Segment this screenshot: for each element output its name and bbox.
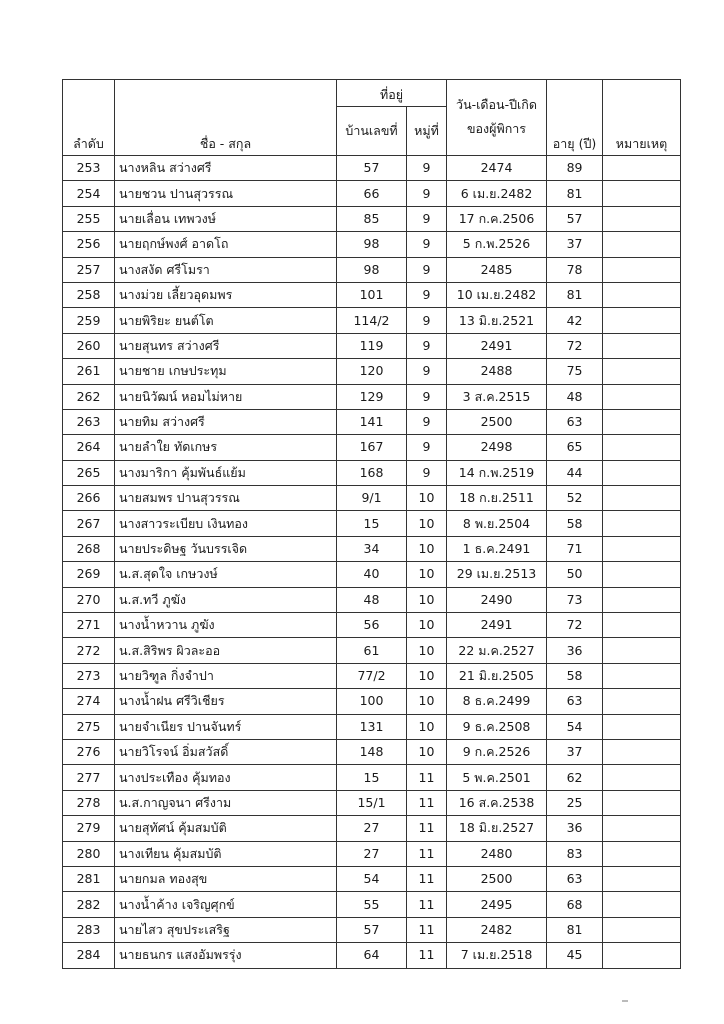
cell-house-no: 98 — [337, 232, 407, 257]
cell-no: 269 — [63, 562, 115, 587]
cell-name: นายนิวัฒน์ หอมไม่หาย — [115, 384, 337, 409]
cell-note — [603, 638, 681, 663]
cell-dob: 6 เม.ย.2482 — [447, 181, 547, 206]
cell-dob: 8 ธ.ค.2499 — [447, 689, 547, 714]
cell-name: นายเลื่อน เทพวงษ์ — [115, 206, 337, 231]
cell-note — [603, 282, 681, 307]
cell-name: นายพิริยะ ยนต์โต — [115, 308, 337, 333]
cell-no: 270 — [63, 587, 115, 612]
cell-no: 260 — [63, 333, 115, 358]
table-row — [63, 739, 681, 764]
cell-moo: 10 — [407, 739, 447, 764]
cell-name: นางเทียน คุ้มสมบัติ — [115, 841, 337, 866]
cell-note — [603, 536, 681, 561]
cell-name: นายวิฑูล กิ่งจำปา — [115, 663, 337, 688]
cell-house-no: 40 — [337, 562, 407, 587]
cell-moo: 10 — [407, 663, 447, 688]
header-house-no: บ้านเลขที่ — [337, 107, 407, 156]
table-row — [63, 232, 681, 257]
cell-age: 45 — [547, 943, 603, 968]
cell-moo: 9 — [407, 460, 447, 485]
cell-dob: 18 ก.ย.2511 — [447, 486, 547, 511]
cell-dob: 2498 — [447, 435, 547, 460]
cell-house-no: 148 — [337, 739, 407, 764]
table-row — [63, 409, 681, 434]
cell-age: 78 — [547, 257, 603, 282]
cell-no: 272 — [63, 638, 115, 663]
cell-age: 25 — [547, 790, 603, 815]
cell-age: 37 — [547, 232, 603, 257]
cell-moo: 10 — [407, 486, 447, 511]
table-row — [63, 156, 681, 181]
cell-age: 72 — [547, 333, 603, 358]
cell-name: นายไสว สุขประเสริฐ — [115, 917, 337, 942]
cell-moo: 10 — [407, 511, 447, 536]
table-row — [63, 892, 681, 917]
table-row — [63, 333, 681, 358]
cell-moo: 10 — [407, 714, 447, 739]
cell-no: 281 — [63, 866, 115, 891]
cell-no: 275 — [63, 714, 115, 739]
cell-name: น.ส.ทวี ภูฆัง — [115, 587, 337, 612]
cell-dob: 7 เม.ย.2518 — [447, 943, 547, 968]
cell-dob: 2500 — [447, 866, 547, 891]
table-row — [63, 282, 681, 307]
cell-no: 283 — [63, 917, 115, 942]
cell-no: 254 — [63, 181, 115, 206]
cell-name: นายสมพร ปานสุวรรณ — [115, 486, 337, 511]
header-dob — [447, 80, 547, 156]
cell-moo: 11 — [407, 841, 447, 866]
cell-no: 279 — [63, 816, 115, 841]
cell-name: นายจำเนียร ปานจันทร์ — [115, 714, 337, 739]
table-row — [63, 359, 681, 384]
cell-dob: 3 ส.ค.2515 — [447, 384, 547, 409]
cell-no: 278 — [63, 790, 115, 815]
table-row — [63, 511, 681, 536]
cell-dob: 2474 — [447, 156, 547, 181]
table-row — [63, 308, 681, 333]
cell-dob: 2491 — [447, 613, 547, 638]
cell-note — [603, 359, 681, 384]
cell-dob: 2485 — [447, 257, 547, 282]
cell-moo: 9 — [407, 435, 447, 460]
cell-no: 262 — [63, 384, 115, 409]
cell-no: 253 — [63, 156, 115, 181]
header-age: อายุ (ปี) — [547, 80, 603, 156]
cell-note — [603, 308, 681, 333]
cell-note — [603, 739, 681, 764]
header-dob-line2: ของผู้พิการ — [467, 120, 527, 136]
cell-age: 58 — [547, 663, 603, 688]
cell-no: 274 — [63, 689, 115, 714]
table-row — [63, 841, 681, 866]
cell-house-no: 129 — [337, 384, 407, 409]
cell-name: น.ส.สิริพร ผิวละออ — [115, 638, 337, 663]
cell-dob: 21 มิ.ย.2505 — [447, 663, 547, 688]
cell-note — [603, 409, 681, 434]
cell-no: 268 — [63, 536, 115, 561]
cell-note — [603, 206, 681, 231]
cell-house-no: 57 — [337, 156, 407, 181]
cell-name: นายสุนทร สว่างศรี — [115, 333, 337, 358]
cell-moo: 9 — [407, 409, 447, 434]
cell-dob: 9 ก.ค.2526 — [447, 739, 547, 764]
table-row — [63, 486, 681, 511]
cell-no: 264 — [63, 435, 115, 460]
cell-name: นางน้ำค้าง เจริญศุกข์ — [115, 892, 337, 917]
cell-moo: 9 — [407, 308, 447, 333]
cell-age: 54 — [547, 714, 603, 739]
cell-note — [603, 257, 681, 282]
cell-moo: 9 — [407, 359, 447, 384]
cell-name: นางมาริกา คุ้มพันธ์แย้ม — [115, 460, 337, 485]
cell-name: นางสงัด ศรีโมรา — [115, 257, 337, 282]
cell-moo: 9 — [407, 384, 447, 409]
cell-no: 266 — [63, 486, 115, 511]
cell-dob: 1 ธ.ค.2491 — [447, 536, 547, 561]
cell-house-no: 168 — [337, 460, 407, 485]
cell-dob: 13 มิ.ย.2521 — [447, 308, 547, 333]
cell-moo: 10 — [407, 562, 447, 587]
cell-note — [603, 790, 681, 815]
cell-name: น.ส.สุดใจ เกษวงษ์ — [115, 562, 337, 587]
cell-house-no: 56 — [337, 613, 407, 638]
cell-moo: 9 — [407, 181, 447, 206]
cell-house-no: 15/1 — [337, 790, 407, 815]
cell-house-no: 9/1 — [337, 486, 407, 511]
table-row — [63, 917, 681, 942]
cell-no: 282 — [63, 892, 115, 917]
table-row — [63, 638, 681, 663]
cell-dob: 5 ก.พ.2526 — [447, 232, 547, 257]
cell-note — [603, 613, 681, 638]
cell-dob: 2490 — [447, 587, 547, 612]
cell-age: 36 — [547, 816, 603, 841]
cell-name: นายลำใย ทัดเกษร — [115, 435, 337, 460]
cell-name: นางน้ำหวาน ภูฆัง — [115, 613, 337, 638]
table-row — [63, 816, 681, 841]
cell-dob: 22 ม.ค.2527 — [447, 638, 547, 663]
cell-name: นางม่วย เลี้ยวอุดมพร — [115, 282, 337, 307]
cell-name: น.ส.กาญจนา ศรีงาม — [115, 790, 337, 815]
cell-house-no: 119 — [337, 333, 407, 358]
cell-age: 81 — [547, 282, 603, 307]
cell-name: นายทิม สว่างศรี — [115, 409, 337, 434]
cell-moo: 11 — [407, 790, 447, 815]
cell-age: 57 — [547, 206, 603, 231]
cell-house-no: 54 — [337, 866, 407, 891]
table-row — [63, 587, 681, 612]
header-dob-line1: วัน-เดือน-ปีเกิด — [456, 96, 537, 112]
table-row — [63, 613, 681, 638]
cell-moo: 9 — [407, 156, 447, 181]
cell-dob: 2488 — [447, 359, 547, 384]
cell-age: 62 — [547, 765, 603, 790]
cell-moo: 9 — [407, 206, 447, 231]
disability-registry-table — [62, 79, 681, 969]
cell-moo: 10 — [407, 536, 447, 561]
cell-dob: 29 เม.ย.2513 — [447, 562, 547, 587]
cell-house-no: 100 — [337, 689, 407, 714]
table-row — [63, 460, 681, 485]
cell-moo: 10 — [407, 613, 447, 638]
cell-moo: 11 — [407, 892, 447, 917]
cell-age: 83 — [547, 841, 603, 866]
header-note: หมายเหตุ — [603, 80, 681, 156]
cell-dob: 2491 — [447, 333, 547, 358]
table-body — [63, 156, 681, 969]
header-moo: หมู่ที่ — [407, 107, 447, 156]
cell-age: 63 — [547, 689, 603, 714]
cell-age: 63 — [547, 409, 603, 434]
cell-dob: 2495 — [447, 892, 547, 917]
table-row — [63, 435, 681, 460]
table-row — [63, 943, 681, 968]
cell-note — [603, 486, 681, 511]
cell-age: 65 — [547, 435, 603, 460]
table-row — [63, 384, 681, 409]
cell-note — [603, 943, 681, 968]
table-row — [63, 663, 681, 688]
cell-dob: 8 พ.ย.2504 — [447, 511, 547, 536]
cell-no: 284 — [63, 943, 115, 968]
cell-note — [603, 460, 681, 485]
cell-house-no: 120 — [337, 359, 407, 384]
table-row — [63, 714, 681, 739]
cell-dob: 18 มิ.ย.2527 — [447, 816, 547, 841]
table-row — [63, 257, 681, 282]
cell-house-no: 57 — [337, 917, 407, 942]
cell-house-no: 15 — [337, 765, 407, 790]
cell-name: นายกมล ทองสุข — [115, 866, 337, 891]
cell-house-no: 48 — [337, 587, 407, 612]
cell-age: 42 — [547, 308, 603, 333]
cell-house-no: 141 — [337, 409, 407, 434]
cell-house-no: 85 — [337, 206, 407, 231]
cell-house-no: 77/2 — [337, 663, 407, 688]
cell-name: นายสุทัศน์ คุ้มสมบัติ — [115, 816, 337, 841]
cell-house-no: 15 — [337, 511, 407, 536]
cell-age: 68 — [547, 892, 603, 917]
cell-name: นายชาย เกษประทุม — [115, 359, 337, 384]
cell-note — [603, 384, 681, 409]
cell-moo: 11 — [407, 917, 447, 942]
cell-moo: 11 — [407, 943, 447, 968]
cell-house-no: 64 — [337, 943, 407, 968]
table-row — [63, 790, 681, 815]
cell-moo: 11 — [407, 866, 447, 891]
header-name: ชื่อ - สกุล — [115, 80, 337, 156]
cell-no: 273 — [63, 663, 115, 688]
scan-mark — [622, 1000, 628, 1002]
cell-house-no: 98 — [337, 257, 407, 282]
cell-note — [603, 333, 681, 358]
cell-age: 73 — [547, 587, 603, 612]
cell-no: 267 — [63, 511, 115, 536]
cell-house-no: 27 — [337, 816, 407, 841]
cell-age: 63 — [547, 866, 603, 891]
cell-dob: 2500 — [447, 409, 547, 434]
cell-no: 258 — [63, 282, 115, 307]
cell-note — [603, 841, 681, 866]
cell-dob: 2480 — [447, 841, 547, 866]
cell-dob: 14 ก.พ.2519 — [447, 460, 547, 485]
cell-age: 36 — [547, 638, 603, 663]
cell-note — [603, 917, 681, 942]
cell-age: 50 — [547, 562, 603, 587]
cell-age: 81 — [547, 181, 603, 206]
cell-house-no: 131 — [337, 714, 407, 739]
cell-name: นายวิโรจน์ อิ่มสวัสดิ์ — [115, 739, 337, 764]
cell-note — [603, 156, 681, 181]
cell-name: นายชวน ปานสุวรรณ — [115, 181, 337, 206]
cell-moo: 9 — [407, 333, 447, 358]
cell-note — [603, 232, 681, 257]
cell-moo: 10 — [407, 638, 447, 663]
cell-age: 89 — [547, 156, 603, 181]
cell-note — [603, 816, 681, 841]
cell-dob: 16 ส.ค.2538 — [447, 790, 547, 815]
cell-note — [603, 866, 681, 891]
cell-moo: 11 — [407, 765, 447, 790]
cell-age: 44 — [547, 460, 603, 485]
cell-note — [603, 511, 681, 536]
cell-name: นางสาวระเบียบ เงินทอง — [115, 511, 337, 536]
header-no: ลำดับ — [63, 80, 115, 156]
cell-note — [603, 587, 681, 612]
cell-house-no: 114/2 — [337, 308, 407, 333]
cell-no: 265 — [63, 460, 115, 485]
cell-note — [603, 181, 681, 206]
cell-age: 72 — [547, 613, 603, 638]
cell-no: 257 — [63, 257, 115, 282]
table-row — [63, 765, 681, 790]
cell-moo: 10 — [407, 689, 447, 714]
table-row — [63, 536, 681, 561]
cell-name: นางประเทือง คุ้มทอง — [115, 765, 337, 790]
cell-house-no: 61 — [337, 638, 407, 663]
cell-house-no: 167 — [337, 435, 407, 460]
table-row — [63, 206, 681, 231]
cell-name: นายประดิษฐ วันบรรเจิด — [115, 536, 337, 561]
cell-moo: 9 — [407, 232, 447, 257]
table-row — [63, 866, 681, 891]
table-row — [63, 689, 681, 714]
cell-dob: 5 พ.ค.2501 — [447, 765, 547, 790]
cell-no: 259 — [63, 308, 115, 333]
cell-no: 255 — [63, 206, 115, 231]
header-address: ที่อยู่ — [337, 80, 447, 107]
cell-note — [603, 562, 681, 587]
cell-dob: 17 ก.ค.2506 — [447, 206, 547, 231]
cell-age: 58 — [547, 511, 603, 536]
cell-no: 277 — [63, 765, 115, 790]
table-row — [63, 562, 681, 587]
cell-no: 276 — [63, 739, 115, 764]
cell-no: 263 — [63, 409, 115, 434]
cell-house-no: 27 — [337, 841, 407, 866]
cell-name: นายธนกร แสงอัมพรรุ่ง — [115, 943, 337, 968]
cell-moo: 11 — [407, 816, 447, 841]
cell-name: นายฤกษ์พงศ์ อาดโถ — [115, 232, 337, 257]
cell-moo: 9 — [407, 282, 447, 307]
cell-note — [603, 892, 681, 917]
cell-note — [603, 663, 681, 688]
cell-age: 48 — [547, 384, 603, 409]
cell-house-no: 101 — [337, 282, 407, 307]
cell-name: นางน้ำฝน ศรีวิเชียร — [115, 689, 337, 714]
cell-dob: 10 เม.ย.2482 — [447, 282, 547, 307]
cell-dob: 9 ธ.ค.2508 — [447, 714, 547, 739]
cell-age: 52 — [547, 486, 603, 511]
cell-house-no: 34 — [337, 536, 407, 561]
cell-note — [603, 765, 681, 790]
cell-moo: 9 — [407, 257, 447, 282]
cell-no: 271 — [63, 613, 115, 638]
cell-age: 75 — [547, 359, 603, 384]
cell-house-no: 66 — [337, 181, 407, 206]
cell-no: 256 — [63, 232, 115, 257]
cell-name: นางหลิน สว่างศรี — [115, 156, 337, 181]
cell-note — [603, 689, 681, 714]
cell-age: 37 — [547, 739, 603, 764]
cell-age: 81 — [547, 917, 603, 942]
cell-no: 261 — [63, 359, 115, 384]
cell-no: 280 — [63, 841, 115, 866]
table-row — [63, 181, 681, 206]
cell-note — [603, 435, 681, 460]
cell-note — [603, 714, 681, 739]
cell-dob: 2482 — [447, 917, 547, 942]
cell-house-no: 55 — [337, 892, 407, 917]
cell-moo: 10 — [407, 587, 447, 612]
cell-age: 71 — [547, 536, 603, 561]
